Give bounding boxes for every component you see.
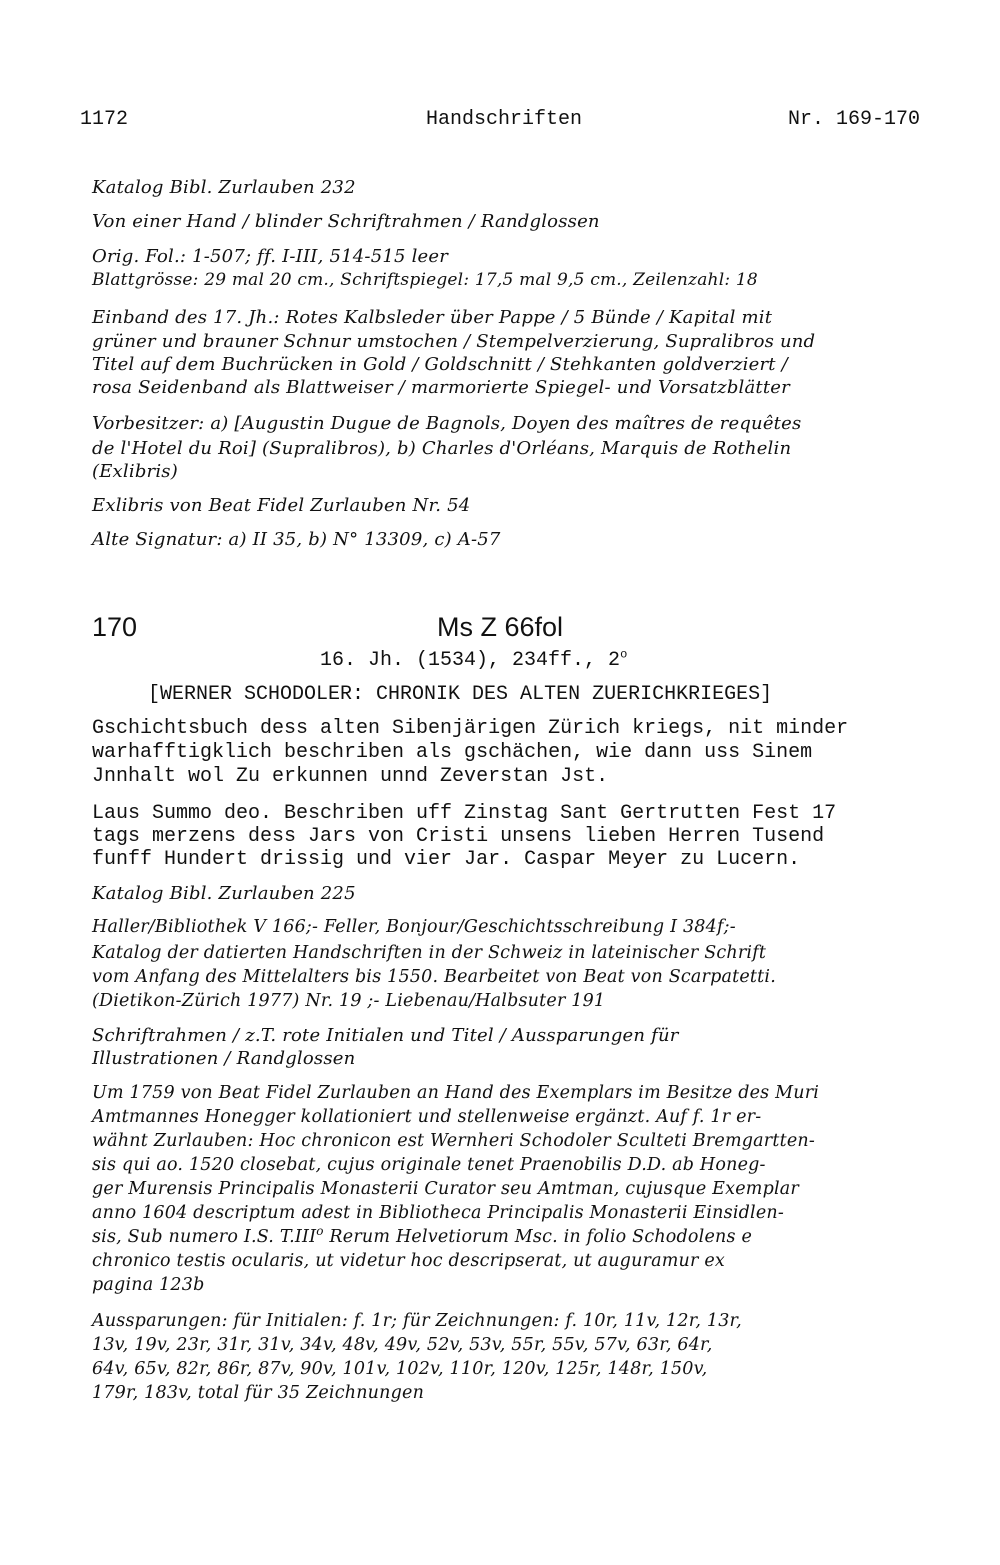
- note-line: anno 1604 descriptum adest in Bibliotheca Principalis Monasterii Einsidlen-: [92, 1203, 784, 1223]
- binding-line: grüner und brauner Schnur umstochen / Stempelverzierung, Supralibros und: [92, 331, 816, 352]
- explicit-line: Laus Summo deo. Beschriben uff Zinstag Sant Gertrutten Fest 17: [92, 802, 837, 825]
- date-extent: 16. Jh. (1534), 234ff., 2: [320, 649, 621, 672]
- format-superscript: o: [620, 647, 628, 662]
- literature-line: Haller/Bibliothek V 166;- Feller, Bonjour/Geschichtsschreibung I 384f;-: [92, 917, 736, 937]
- catalog-ref: Katalog Bibl. Zurlauben 232: [92, 177, 356, 198]
- note-line: Amtmannes Honegger kollationiert und stellenweise ergänzt. Auf f. 1r er-: [92, 1107, 762, 1127]
- note-superscript: o: [316, 1224, 324, 1239]
- page-number: 1172: [80, 108, 129, 131]
- literature-line: (Dietikon-Zürich 1977) Nr. 19 ;- Liebenau/Halbsuter 191: [92, 991, 606, 1011]
- layout-line: Schriftrahmen / z.T. rote Initialen und Titel / Aussparungen für: [92, 1025, 679, 1046]
- binding-line: rosa Seidenband als Blattweiser / marmorierte Spiegel- und Vorsatzblätter: [92, 377, 790, 398]
- gaps-line: 13v, 19v, 23r, 31r, 31v, 34v, 48v, 49v, 52v, 53v, 55r, 55v, 57v, 63r, 64r,: [92, 1335, 713, 1355]
- note-text: Rerum Helvetiorum Msc. in folio Schodolens e: [323, 1227, 752, 1247]
- incipit-line: Jnnhalt wol Zu erkunnen unnd Zeverstan Jst.: [92, 765, 609, 788]
- foliation: Orig. Fol.: 1-507; ff. I-III, 514-515 leer: [92, 246, 449, 267]
- catalog-ref: Katalog Bibl. Zurlauben 225: [92, 883, 356, 904]
- provenance-line: (Exlibris): [92, 461, 178, 482]
- note-line: wähnt Zurlauben: Hoc chronicon est Wernheri Schodoler Sculteti Bremgartten-: [92, 1131, 815, 1151]
- shelfmark: Ms Z 66fol: [437, 612, 564, 642]
- explicit-line: tags merzens dess Jars von Cristi unsens lieben Herren Tusend: [92, 825, 825, 848]
- literature-line: Katalog der datierten Handschriften in der Schweiz in lateinischer Schrift: [92, 943, 767, 963]
- note-line: chronico testis ocularis, ut videtur hoc descripserat, ut auguramur ex: [92, 1251, 725, 1271]
- note-line: pagina 123b: [92, 1275, 205, 1295]
- exlibris: Exlibris von Beat Fidel Zurlauben Nr. 54: [92, 495, 471, 516]
- date-format: [320, 647, 628, 672]
- note-line: Um 1759 von Beat Fidel Zurlauben an Hand des Exemplars im Besitze des Muri: [92, 1083, 820, 1103]
- literature-line: vom Anfang des Mittelalters bis 1550. Bearbeitet von Beat von Scarpatetti.: [92, 967, 776, 987]
- note-line: [92, 1224, 752, 1247]
- old-signature: Alte Signatur: a) II 35, b) N° 13309, c) A-57: [92, 529, 501, 550]
- incipit-line: Gschichtsbuch dess alten Sibenjärigen Zürich kriegs, nit minder: [92, 717, 849, 740]
- explicit-line: funff Hundert drissig und vier Jar. Caspar Meyer zu Lucern.: [92, 848, 801, 871]
- gaps-line: 179r, 183v, total für 35 Zeichnungen: [92, 1383, 425, 1403]
- dimensions: Blattgrösse: 29 mal 20 cm., Schriftspiegel: 17,5 mal 9,5 cm., Zeilenzahl: 18: [92, 270, 758, 290]
- entry-number: 170: [92, 612, 138, 642]
- incipit-line: warhafftigklich beschriben als gschächen, wie dann uss Sinem: [92, 741, 813, 764]
- provenance-line: de l'Hotel du Roi] (Supralibros), b) Charles d'Orléans, Marquis de Rothelin: [92, 438, 792, 459]
- entry-range: Nr. 169-170: [788, 108, 921, 131]
- note-line: ger Murensis Principalis Monasterii Curator seu Amtman, cujusque Exemplar: [92, 1179, 799, 1199]
- gaps-line: Aussparungen: für Initialen: f. 1r; für Zeichnungen: f. 10r, 11v, 12r, 13r,: [92, 1311, 742, 1331]
- hand-description: Von einer Hand / blinder Schriftrahmen / Randglossen: [92, 211, 600, 232]
- section-title: Handschriften: [426, 108, 583, 131]
- provenance-line: Vorbesitzer: a) [Augustin Dugue de Bagnols, Doyen des maîtres de requêtes: [92, 413, 802, 434]
- binding-line: Einband des 17. Jh.: Rotes Kalbsleder über Pappe / 5 Bünde / Kapital mit: [92, 307, 773, 328]
- gaps-line: 64v, 65v, 82r, 86r, 87v, 90v, 101v, 102v, 110r, 120v, 125r, 148r, 150v,: [92, 1359, 708, 1379]
- binding-line: Titel auf dem Buchrücken in Gold / Goldschnitt / Stehkanten goldverziert /: [92, 354, 788, 375]
- layout-line: Illustrationen / Randglossen: [92, 1048, 356, 1069]
- note-line: sis qui ao. 1520 closebat, cujus originale tenet Praenobilis D.D. ab Honeg-: [92, 1155, 766, 1175]
- work-title: [WERNER SCHODOLER: CHRONIK DES ALTEN ZUERICHKRIEGES]: [148, 683, 773, 706]
- note-text: sis, Sub numero I.S. T.III: [92, 1227, 317, 1247]
